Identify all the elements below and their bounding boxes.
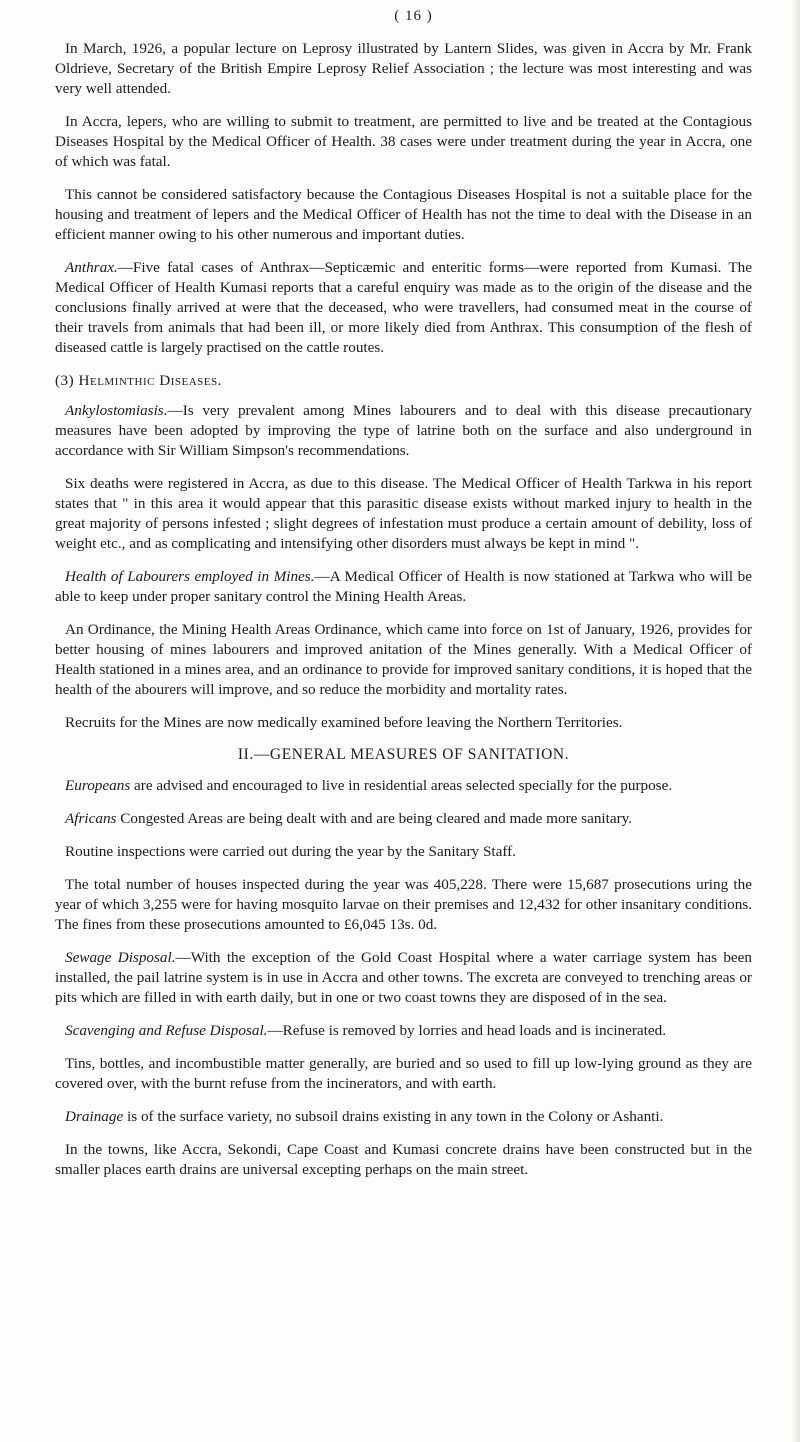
africans-text: Congested Areas are being dealt with and are being cleared and made more sanitary. [116,810,633,827]
labourers-heading: Health of Labourers employed in Mines. [65,568,315,585]
page-edge-shadow [792,0,800,1442]
heading-general-measures: II.—GENERAL MEASURES OF SANITATION. [237,746,570,763]
paragraph-scavenging [55,1021,752,1041]
paragraph-ankylostomiasis [55,401,752,461]
paragraph-anthrax [55,258,752,358]
section-helminthic-diseases: (3) Helminthic Diseases. [55,372,222,389]
paragraph-health-of-labourers [55,567,752,607]
paragraph-hospital-unsuitable: This cannot be considered satisfactory because the Contagious Diseases Hospital is not a suitable place for the housing and treatment of lepers and the Medical Officer of Health has not the time to deal with the Disease in an efficient manner owing to his other numerous and important duties. [55,186,752,243]
paragraph-accra-lepers: In Accra, lepers, who are willing to submit to treatment, are permitted to live and be treated at the Contagious Diseases Hospital by the Medical Officer of Health. 38 cases were under treatment during the year in Accra, one of which was fatal. [55,113,752,170]
paragraph-houses-inspected: The total number of houses inspected during the year was 405,228. There were 15,687 prosecutions uring the year of which 3,255 were for having mosquito larvae on their premises and 12,432 for other insanitary conditions. The fines from these prosecutions amounted to £6,045 13s. 0d. [55,876,752,933]
paragraph-sewage-disposal [55,948,752,1008]
paragraph-concrete-drains: In the towns, like Accra, Sekondi, Cape Coast and Kumasi concrete drains have been constructed but in the smaller places earth drains are universal excepting perhaps on the main street. [55,1141,752,1178]
ankylostomiasis-text: —Is very prevalent among Mines labourers and to deal with this disease precautionary measures have been adopted by improving the type of latrine both on the surface and also underground in accordance with Sir William Simpson's recommendations. [55,402,752,459]
scavenging-text: —Refuse is removed by lorries and head loads and is incinerated. [267,1022,667,1039]
paragraph-six-deaths: Six deaths were registered in Accra, as due to this disease. The Medical Officer of Health Tarkwa in his report states that " in this area it would appear that this parasitic disease exists without marked injury to health in the great majority of persons infested ; slight degrees of infestation must produce a certain amount of debility, loss of weight etc., and as complicating and intensifying other disorders must always be kept in mind ". [55,475,752,552]
paragraph-europeans [55,776,752,796]
paragraph-tins-bottles: Tins, bottles, and incombustible matter generally, are buried and so used to fill up low-lying ground as they are covered over, with the burnt refuse from the incinerators, and with earth. [55,1055,752,1092]
scavenging-heading: Scavenging and Refuse Disposal. [65,1022,268,1039]
europeans-text: are advised and encouraged to live in residential areas selected specially for the purpose. [130,777,673,794]
drainage-heading: Drainage [65,1108,124,1125]
europeans-heading: Europeans [65,777,131,794]
anthrax-heading: Anthrax. [65,259,118,276]
africans-heading: Africans [65,810,117,827]
ankylostomiasis-heading: Ankylostomiasis. [65,402,168,419]
paragraph-recruits: Recruits for the Mines are now medically examined before leaving the Northern Territories. [65,714,623,731]
paragraph-leprosy-lecture: In March, 1926, a popular lecture on Leprosy illustrated by Lantern Slides, was given in Accra by Mr. Frank Oldrieve, Secretary of the British Empire Leprosy Relief Association ; the lecture was most interesting and was very well attended. [55,40,752,97]
sewage-heading: Sewage Disposal. [65,949,176,966]
anthrax-text: —Five fatal cases of Anthrax—Septicæmic and enteritic forms—were reported from Kumasi. The Medical Officer of Health Kumasi reports that a careful enquiry was made as to the origin of the disease and the conclusions finally arrived at were that the deceased, who were travellers, had consumed meat in the course of their travels from animals that had been ill, or more likely died from Anthrax. This consumption of the flesh of diseased cattle is largely practised on the cattle routes. [55,259,752,356]
page-number: ( 16 ) [394,8,433,24]
paragraph-mining-ordinance: An Ordinance, the Mining Health Areas Ordinance, which came into force on 1st of January, 1926, provides for better housing of mines labourers and improved anitation of the Mines generally. With a Medical Officer of Health stationed in a mines area, and an ordinance to provide for improved sanitary conditions, it is hoped that the health of the abourers will improve, and so reduce the morbidity and mortality rates. [55,621,752,698]
paragraph-routine-inspections: Routine inspections were carried out during the year by the Sanitary Staff. [65,843,516,860]
paragraph-drainage [55,1107,752,1127]
sewage-text: —With the exception of the Gold Coast Hospital where a water carriage system has been installed, the pail latrine system is in use in Accra and other towns. The excreta are conveyed to trenching areas or pits which are filled in with earth daily, but in one or two coast towns they are disposed of in the sea. [55,949,752,1006]
drainage-text: is of the surface variety, no subsoil drains existing in any town in the Colony or Ashanti. [123,1108,664,1125]
paragraph-africans [55,809,752,829]
labourers-text: —A Medical Officer of Health is now stationed at Tarkwa who will be able to keep under proper sanitary control the Mining Health Areas. [55,568,753,605]
